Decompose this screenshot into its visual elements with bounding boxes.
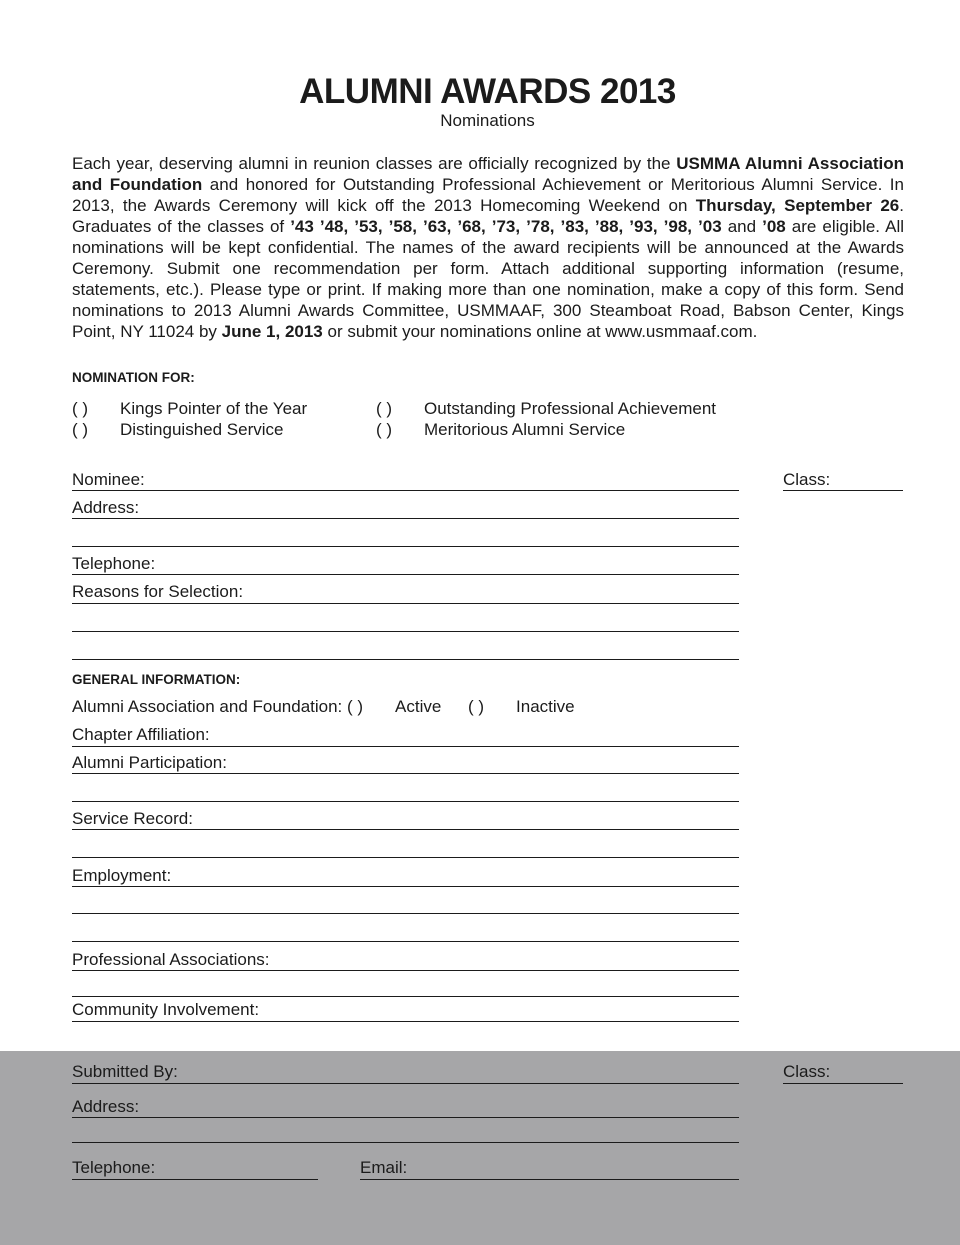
association-label: Alumni Association and Foundation: <box>72 697 343 716</box>
submitter-telephone-label: Telephone: <box>72 1158 156 1177</box>
nominee-field[interactable] <box>72 490 739 491</box>
employment-label: Employment: <box>72 866 172 885</box>
association-row <box>72 697 575 717</box>
employment-field[interactable] <box>72 886 739 887</box>
nominee-address-label: Address: <box>72 498 140 517</box>
intro-text: and <box>721 217 763 236</box>
nominee-telephone-label: Telephone: <box>72 554 156 573</box>
intro-bold-org: USMMA Alumni Association and Foundation <box>72 154 904 194</box>
intro-text: and honored for Outstanding Professional Achievement or Meritorious Alumni Service. In 2013, the Awards Ceremony will kick off the 2013 Homecoming Weekend on <box>72 175 904 215</box>
submitter-address-field-2[interactable] <box>72 1142 739 1143</box>
submitter-class-field[interactable] <box>783 1083 903 1084</box>
service-label: Service Record: <box>72 809 193 828</box>
option-distinguished-service[interactable] <box>72 420 283 440</box>
submitter-class-label: Class: <box>783 1062 831 1081</box>
general-heading: GENERAL INFORMATION: <box>72 672 241 687</box>
option-label: Outstanding Professional Achievement <box>424 399 717 418</box>
option-outstanding-professional[interactable] <box>376 399 716 419</box>
option-meritorious-service[interactable] <box>376 420 625 440</box>
reasons-field-3[interactable] <box>72 659 739 660</box>
participation-field[interactable] <box>72 773 739 774</box>
service-field-2[interactable] <box>72 857 739 858</box>
submitted-by-label: Submitted By: <box>72 1062 178 1081</box>
employment-field-2[interactable] <box>72 913 739 914</box>
employment-field-3[interactable] <box>72 941 739 942</box>
option-checkbox[interactable]: ( ) <box>376 420 393 439</box>
intro-text: Each year, deserving alumni in reunion classes are officially recognized by the <box>72 154 677 173</box>
intro-bold-classes: ’43 ’48, ’53, ’58, ’63, ’68, ’73, ’78, ’83, ’88, ’93, ’98, ’03 <box>290 217 722 236</box>
participation-label: Alumni Participation: <box>72 753 227 772</box>
intro-text: or submit your nominations online at www.usmmaaf.com. <box>322 322 758 341</box>
reasons-field-2[interactable] <box>72 631 739 632</box>
inactive-label: Inactive <box>516 697 575 716</box>
submitter-address-field[interactable] <box>72 1117 739 1118</box>
submitter-email-label: Email: <box>360 1158 408 1177</box>
inactive-checkbox[interactable]: ( ) <box>468 697 485 716</box>
form-subtitle: Nominations <box>440 111 535 130</box>
nominee-label: Nominee: <box>72 470 145 489</box>
submitter-telephone-field[interactable] <box>72 1179 318 1180</box>
reasons-label: Reasons for Selection: <box>72 582 244 601</box>
form-title: ALUMNI AWARDS 2013 <box>299 72 676 111</box>
submitted-by-field[interactable] <box>72 1083 739 1084</box>
option-label: Distinguished Service <box>120 420 284 439</box>
option-checkbox[interactable]: ( ) <box>72 420 89 439</box>
submitter-address-label: Address: <box>72 1097 140 1116</box>
submitter-email-field[interactable] <box>360 1179 739 1180</box>
nominee-address-field[interactable] <box>72 518 739 519</box>
intro-text: . Graduates of the classes of <box>72 196 904 236</box>
professional-label: Professional Associations: <box>72 950 270 969</box>
chapter-field[interactable] <box>72 746 739 747</box>
nomination-heading: NOMINATION FOR: <box>72 370 195 385</box>
intro-paragraph <box>72 153 904 342</box>
participation-field-2[interactable] <box>72 801 739 802</box>
reasons-field[interactable] <box>72 603 739 604</box>
option-label: Meritorious Alumni Service <box>424 420 626 439</box>
service-field[interactable] <box>72 829 739 830</box>
nominee-address-field-2[interactable] <box>72 546 739 547</box>
intro-bold-deadline: June 1, 2013 <box>221 322 323 341</box>
active-label: Active <box>395 697 442 716</box>
option-kings-pointer[interactable] <box>72 399 307 419</box>
nominee-class-field[interactable] <box>783 490 903 491</box>
intro-text: are eligible. All nominations will be kept confidential. The names of the award recipients will be announced at the Awards Ceremony. Submit one recommendation per form. Attach additional supporting information (resume, statements, etc.). Please type or print. If making more than one nomination, make a copy of this form. Send nominations to 2013 Alumni Awards Committee, USMMAAF, 300 Steamboat Road, Babson Center, Kings Point, NY 11024 by <box>72 217 905 341</box>
option-label: Kings Pointer of the Year <box>120 399 308 418</box>
nominee-class-label: Class: <box>783 470 831 489</box>
intro-bold-date: Thursday, September 26 <box>695 196 900 215</box>
community-label: Community Involvement: <box>72 1000 260 1019</box>
community-field[interactable] <box>72 1021 739 1022</box>
chapter-label: Chapter Affiliation: <box>72 725 210 744</box>
professional-field-2[interactable] <box>72 996 739 997</box>
professional-field[interactable] <box>72 970 739 971</box>
nominee-telephone-field[interactable] <box>72 574 739 575</box>
active-checkbox[interactable]: ( ) <box>347 697 364 716</box>
intro-bold-class-08: ’08 <box>762 217 786 236</box>
option-checkbox[interactable]: ( ) <box>376 399 393 418</box>
option-checkbox[interactable]: ( ) <box>72 399 89 418</box>
